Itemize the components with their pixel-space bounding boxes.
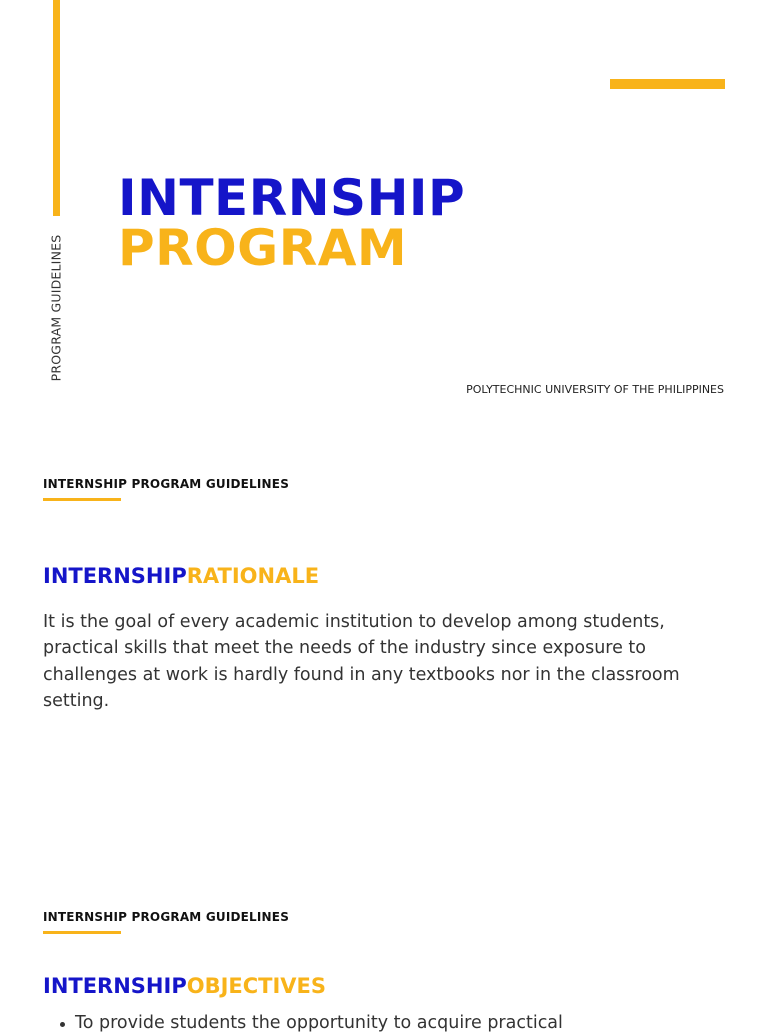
section-heading-rationale xyxy=(43,564,319,588)
section-heading-objectives xyxy=(43,974,326,998)
bullet-dot xyxy=(60,1022,65,1027)
page-title xyxy=(118,169,466,277)
section-underline xyxy=(43,498,121,501)
vertical-accent-bar xyxy=(53,0,60,216)
objective-bullet-text: To provide students the opportunity to acquire practical xyxy=(75,1013,563,1033)
heading-part-blue: INTERNSHIP xyxy=(43,564,187,588)
title-line-1: INTERNSHIP xyxy=(118,169,466,227)
section-underline xyxy=(43,931,121,934)
horizontal-accent-bar xyxy=(610,79,725,89)
heading-part-yellow: OBJECTIVES xyxy=(186,974,327,998)
heading-part-blue: INTERNSHIP xyxy=(43,974,187,998)
section-label-objectives: INTERNSHIP PROGRAM GUIDELINES xyxy=(43,910,290,924)
title-line-2: PROGRAM xyxy=(118,219,408,277)
heading-part-yellow: RATIONALE xyxy=(186,564,320,588)
section-label-rationale: INTERNSHIP PROGRAM GUIDELINES xyxy=(43,477,290,491)
institution-name: POLYTECHNIC UNIVERSITY OF THE PHILIPPINES xyxy=(466,383,724,396)
side-label: PROGRAM GUIDELINES xyxy=(48,234,64,382)
rationale-paragraph: It is the goal of every academic institution to develop among students, practical skills that meet the needs of the industry since exposure to challenges at work is hardly found in any textbooks nor in the classroom setting. xyxy=(43,612,680,711)
